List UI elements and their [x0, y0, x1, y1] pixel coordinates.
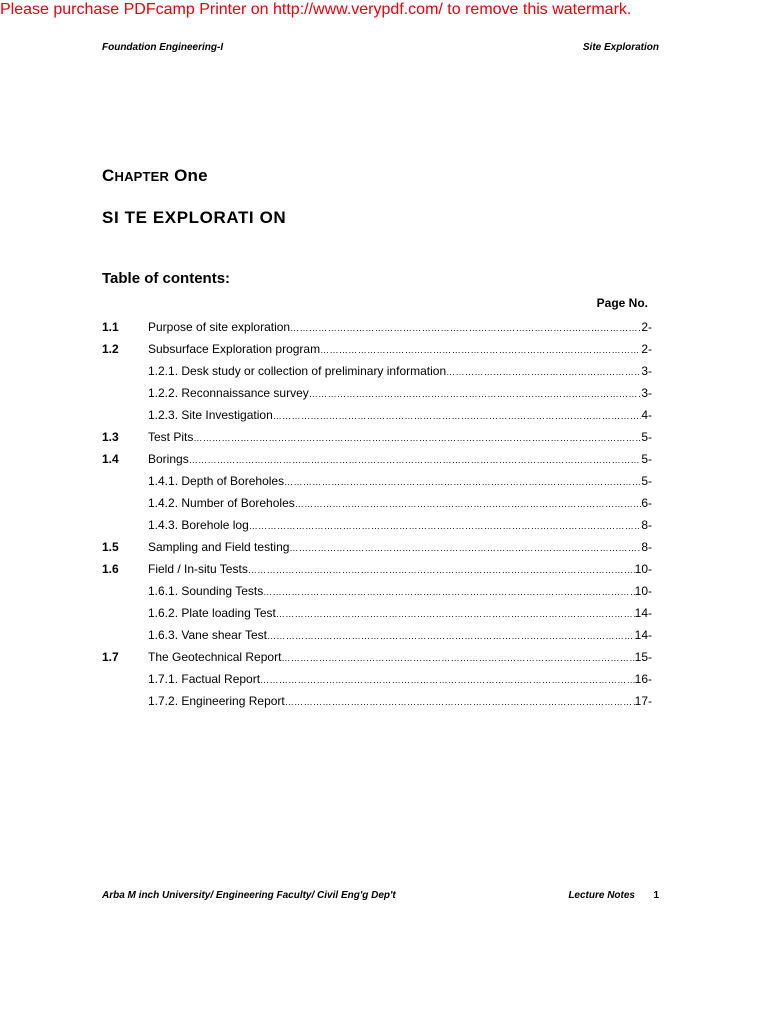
toc-entry-page: 5-: [641, 452, 652, 466]
toc-entry-text: [148, 536, 652, 559]
toc-leader-dots: [276, 603, 635, 625]
toc-entry-number: 1.4: [102, 452, 119, 466]
toc-entry-label: Field / In-situ Tests: [148, 562, 248, 576]
toc-leader-dots: [320, 339, 641, 361]
toc-entry: [102, 382, 652, 404]
toc-entry-label: The Geotechnical Report: [148, 650, 282, 664]
toc-leader-dots: [295, 493, 642, 515]
toc-entry: [102, 668, 652, 690]
toc-entry-page: 14-: [634, 606, 652, 620]
toc-entry: [102, 624, 652, 646]
toc-entry-page: 10-: [634, 562, 652, 576]
watermark-banner: Please purchase PDFcamp Printer on http://www.verypdf.com/ to remove this watermark.: [0, 1, 632, 18]
toc-leader-dots: [281, 647, 634, 669]
toc-entry-page: 3-: [641, 386, 652, 400]
footer-page-number: 1: [653, 890, 659, 901]
toc-entry-label: 1.6.3. Vane shear Test: [148, 628, 267, 642]
toc-entry-label: 1.2.1. Desk study or collection of preliminary information: [148, 364, 447, 378]
running-header: [102, 42, 659, 56]
toc-entry: [102, 646, 652, 668]
toc-leader-dots: [309, 383, 642, 405]
toc-entry-text: [148, 360, 652, 383]
toc-entry-text: [148, 624, 652, 647]
toc-entry: [102, 404, 652, 426]
toc-entry-label: 1.4.3. Borehole log: [148, 518, 249, 532]
toc-entry-label: 1.7.1. Factual Report: [148, 672, 261, 686]
toc-entry: [102, 492, 652, 514]
chapter-label-initial: C: [102, 166, 115, 185]
toc-entry-page: 6-: [641, 496, 652, 510]
toc-entry-label: 1.7.2. Engineering Report: [148, 694, 285, 708]
toc-entry-number: 1.2: [102, 342, 119, 356]
toc-entry-text: [148, 514, 652, 537]
toc-entry-page: 14-: [634, 628, 652, 642]
toc-entry-page: 5-: [641, 474, 652, 488]
toc-entry: [102, 602, 652, 624]
toc-leader-dots: [248, 559, 635, 581]
header-course-title: Foundation Engineering-I: [102, 42, 224, 53]
toc-leader-dots: [193, 427, 641, 449]
toc-entry-text: [148, 558, 652, 581]
toc-entry-page: 2-: [641, 342, 652, 356]
toc-entry-page: 5-: [641, 430, 652, 444]
toc-entry-page: 10-: [634, 584, 652, 598]
toc-entry-number: 1.6: [102, 562, 119, 576]
toc-leader-dots: [263, 581, 634, 603]
page-no-label: Page No.: [596, 296, 648, 310]
toc-entry-page: 8-: [641, 540, 652, 554]
toc-entry-page: 16-: [634, 672, 652, 686]
toc-entry: [102, 470, 652, 492]
toc-entry-number: 1.3: [102, 430, 119, 444]
toc-entry: [102, 580, 652, 602]
toc-leader-dots: [290, 317, 641, 339]
toc-entry-text: [148, 602, 652, 625]
toc-entry-text: [148, 316, 652, 339]
page-footer: [102, 890, 659, 904]
toc-entry-page: 8-: [641, 518, 652, 532]
toc-entry-text: [148, 448, 652, 471]
toc-leader-dots: [284, 471, 641, 493]
toc-entry-page: 2-: [641, 320, 652, 334]
toc-heading: Table of contents:: [102, 270, 231, 287]
toc-entry-label: 1.6.1. Sounding Tests: [148, 584, 264, 598]
toc-entry-text: [148, 580, 652, 603]
footer-lecture-notes: Lecture Notes: [568, 890, 635, 901]
toc-leader-dots: [189, 449, 642, 471]
toc-leader-dots: [289, 537, 641, 559]
toc-entry-number: 1.1: [102, 320, 119, 334]
toc-entry: [102, 338, 652, 360]
toc-entry: [102, 690, 652, 712]
toc-entry-label: 1.2.3. Site Investigation: [148, 408, 273, 422]
toc-entry: [102, 536, 652, 558]
toc-entry-label: Purpose of site exploration: [148, 320, 291, 334]
toc-entry-page: 4-: [641, 408, 652, 422]
table-of-contents: [102, 316, 652, 712]
toc-leader-dots: [285, 691, 635, 713]
toc-entry: [102, 514, 652, 536]
toc-entry-label: 1.4.2. Number of Boreholes: [148, 496, 295, 510]
toc-leader-dots: [260, 669, 635, 691]
toc-leader-dots: [267, 625, 635, 647]
toc-entry-text: [148, 404, 652, 427]
toc-entry-text: [148, 426, 652, 449]
toc-entry-text: [148, 338, 652, 361]
toc-entry-text: [148, 646, 652, 669]
toc-entry: [102, 426, 652, 448]
toc-entry-page: 17-: [634, 694, 652, 708]
toc-leader-dots: [446, 361, 641, 383]
chapter-label: [102, 166, 208, 186]
toc-entry: [102, 316, 652, 338]
header-section-title: Site Exploration: [582, 42, 659, 53]
toc-entry-label: Test Pits: [148, 430, 194, 444]
toc-leader-dots: [273, 405, 642, 427]
toc-entry-label: 1.4.1. Depth of Boreholes: [148, 474, 285, 488]
toc-entry-label: Borings: [148, 452, 189, 466]
toc-entry: [102, 558, 652, 580]
toc-entry-label: Sampling and Field testing: [148, 540, 290, 554]
toc-entry-page: 15-: [634, 650, 652, 664]
toc-entry-text: [148, 470, 652, 493]
chapter-number: One: [174, 166, 208, 185]
toc-entry: [102, 360, 652, 382]
toc-entry-text: [148, 382, 652, 405]
toc-entry-text: [148, 690, 652, 713]
toc-entry-label: Subsurface Exploration program: [148, 342, 321, 356]
chapter-title: SI TE EXPLORATI ON: [102, 208, 287, 227]
toc-entry-label: 1.6.2. Plate loading Test: [148, 606, 276, 620]
toc-entry-text: [148, 668, 652, 691]
toc-entry-label: 1.2.2. Reconnaissance survey: [148, 386, 309, 400]
toc-entry-number: 1.7: [102, 650, 119, 664]
toc-entry-number: 1.5: [102, 540, 119, 554]
toc-entry-text: [148, 492, 652, 515]
toc-leader-dots: [249, 515, 642, 537]
toc-entry-page: 3-: [641, 364, 652, 378]
footer-institution: Arba M inch University/ Engineering Faculty/ Civil Eng'g Dep't: [102, 890, 396, 901]
chapter-label-rest: HAPTER: [114, 169, 170, 184]
toc-entry: [102, 448, 652, 470]
